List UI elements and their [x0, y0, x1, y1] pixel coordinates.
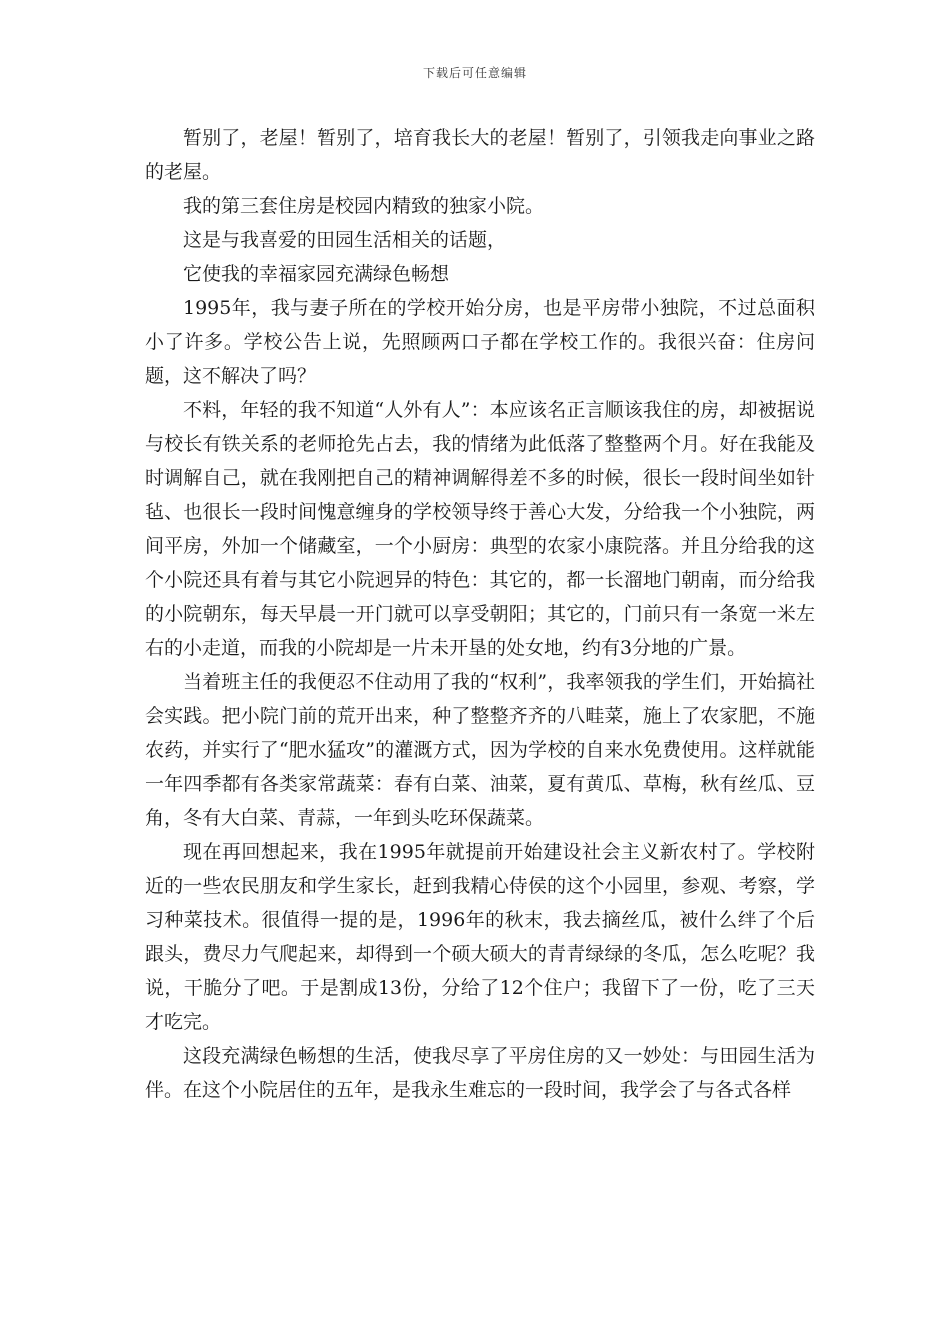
paragraph: 这段充满绿色畅想的生活，使我尽享了平房住房的又一妙处：与田园生活为伴。在这个小院居住的五年，是我永生难忘的一段时间，我学会了与各式各样: [145, 1045, 815, 1101]
paragraph: 这是与我喜爱的田园生活相关的话题，: [183, 229, 507, 251]
paragraph: 当着班主任的我便忍不住动用了我的“权利”，我率领我的学生们，开始搞社会实践。把小院门前的荒开出来，种了整整齐齐的八畦菜，施上了农家肥，不施农药，并实行了“肥水猛攻”的灌溉方式，因为学校的自来水免费使用。这样就能一年四季都有各类家常蔬菜：春有白菜、油菜，夏有黄瓜、草梅，秋有丝瓜、豆角，冬有大白菜、青蒜，一年到头吃环保蔬菜。: [145, 671, 815, 829]
header-note: 下载后可任意编辑: [422, 66, 527, 80]
paragraph: 不料，年轻的我不知道“人外有人”：本应该名正言顺该我住的房，却被据说与校长有铁关系的老师抢先占去，我的情绪为此低落了整整两个月。好在我能及时调解自己，就在我刚把自己的精神调解得差不多的时候，很长一段时间坐如针毡、也很长一段时间愧意缠身的学校领导终于善心大发，分给我一个小独院，两间平房，外加一个储藏室，一个小厨房：典型的农家小康院落。并且分给我的这个小院还具有着与其它小院迥异的特色：其它的，都一长溜地门朝南，而分给我的小院朝东，每天早晨一开门就可以享受朝阳；其它的，门前只有一条宽一米左右的小走道，而我的小院却是一片未开垦的处女地，约有3分地的广景。: [145, 399, 815, 659]
paragraph: 现在再回想起来，我在1995年就提前开始建设社会主义新农村了。学校附近的一些农民朋友和学生家长，赶到我精心侍侯的这个小园里，参观、考察，学习种菜技术。很值得一提的是，1996年的秋末，我去摘丝瓜，被什么绊了个后跟头，费尽力气爬起来，却得到一个硕大硕大的青青绿绿的冬瓜，怎么吃呢？我说，干脆分了吧。于是割成13份，分给了12个住户；我留下了一份，吃了三天才吃完。: [145, 841, 815, 1033]
paragraph: 暂别了，老屋！暂别了，培育我长大的老屋！暂别了，引领我走向事业之路的老屋。: [145, 127, 815, 183]
paragraph: 我的第三套住房是校园内精致的独家小院。: [183, 195, 545, 217]
document-body: [145, 121, 815, 1107]
paragraph: 1995年，我与妻子所在的学校开始分房，也是平房带小独院，不过总面积小了许多。学校公告上说，先照顾两口子都在学校工作的。我很兴奋：住房问题，这不解决了吗？: [145, 297, 815, 387]
paragraph: 它使我的幸福家园充满绿色畅想: [183, 263, 450, 285]
